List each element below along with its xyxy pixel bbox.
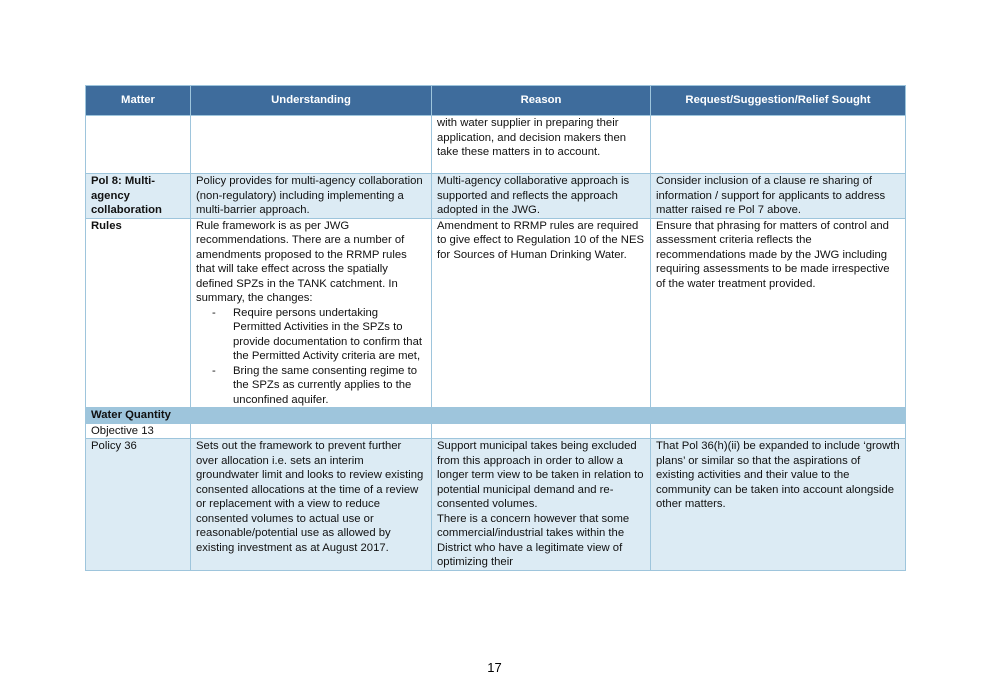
matter-cell: Objective 13 bbox=[86, 423, 191, 439]
list-item: - Require persons undertaking Permitted Activities in the SPZs to provide documentation to confirm that the Permitted Activity criteria are met, bbox=[233, 306, 426, 364]
understanding-bullet-list bbox=[196, 306, 426, 408]
request-cell bbox=[651, 116, 906, 174]
list-item: - Bring the same consenting regime to the SPZs as currently applies to the unconfined aquifer. bbox=[233, 364, 426, 408]
request-cell: That Pol 36(h)(ii) be expanded to include ‘growth plans’ or similar so that the aspirations of existing activities and their value to the community can be taken into account alongside other matters. bbox=[651, 439, 906, 571]
understanding-text: Rule framework is as per JWG recommendations. There are a number of amendments proposed to the RRMP rules that will take effect across the spatially defined SPZs in the TANK catchment. In summary, the changes: bbox=[196, 219, 407, 304]
submission-table bbox=[85, 85, 906, 571]
matter-cell: Policy 36 bbox=[86, 439, 191, 571]
header-reason: Reason bbox=[432, 86, 651, 116]
section-heading: Water Quantity bbox=[86, 408, 191, 424]
reason-cell bbox=[432, 439, 651, 571]
understanding-cell: Sets out the framework to prevent further over allocation i.e. sets an interim groundwater limit and looks to review existing consented allocations at the time of a review or replacement with a view to reduce consented volumes to actual use or reasonable/potential use as allowed by existing investment as at August 2017. bbox=[191, 439, 432, 571]
matter-cell: Rules bbox=[86, 218, 191, 408]
header-understanding: Understanding bbox=[191, 86, 432, 116]
request-cell bbox=[651, 423, 906, 439]
matter-cell: Pol 8: Multi-agency collaboration bbox=[86, 174, 191, 219]
reason-cell: with water supplier in preparing their application, and decision makers then take these matters in to account. bbox=[432, 116, 651, 174]
reason-cell: Multi-agency collaborative approach is supported and reflects the approach adopted in the JWG. bbox=[432, 174, 651, 219]
section-row-water-quantity bbox=[86, 408, 906, 424]
understanding-cell: Policy provides for multi-agency collaboration (non-regulatory) including implementing a multi-barrier approach. bbox=[191, 174, 432, 219]
reason-cell bbox=[432, 423, 651, 439]
understanding-cell bbox=[191, 423, 432, 439]
understanding-cell bbox=[191, 218, 432, 408]
header-matter: Matter bbox=[86, 86, 191, 116]
table-row bbox=[86, 439, 906, 571]
table-row bbox=[86, 116, 906, 174]
reason-cell: Amendment to RRMP rules are required to give effect to Regulation 10 of the NES for Sources of Human Drinking Water. bbox=[432, 218, 651, 408]
table-row bbox=[86, 423, 906, 439]
header-request: Request/Suggestion/Relief Sought bbox=[651, 86, 906, 116]
request-cell: Ensure that phrasing for matters of control and assessment criteria reflects the recommendations made by the JWG including requiring assessments to be made irrespective of the water treatment provided. bbox=[651, 218, 906, 408]
reason-text-continued: There is a concern however that some commercial/industrial takes within the District who have a legitimate view of optimizing their bbox=[437, 512, 630, 568]
page-number: 17 bbox=[487, 660, 502, 675]
table-row bbox=[86, 174, 906, 219]
table-row bbox=[86, 218, 906, 408]
understanding-cell bbox=[191, 116, 432, 174]
header-row bbox=[86, 86, 906, 116]
request-cell: Consider inclusion of a clause re sharing of information / support for applicants to address matter raised re Pol 7 above. bbox=[651, 174, 906, 219]
reason-text: Support municipal takes being excluded from this approach in order to allow a longer term view to be taken in relation to potential municipal demand and re-consented volumes. bbox=[437, 440, 644, 510]
matter-cell bbox=[86, 116, 191, 174]
